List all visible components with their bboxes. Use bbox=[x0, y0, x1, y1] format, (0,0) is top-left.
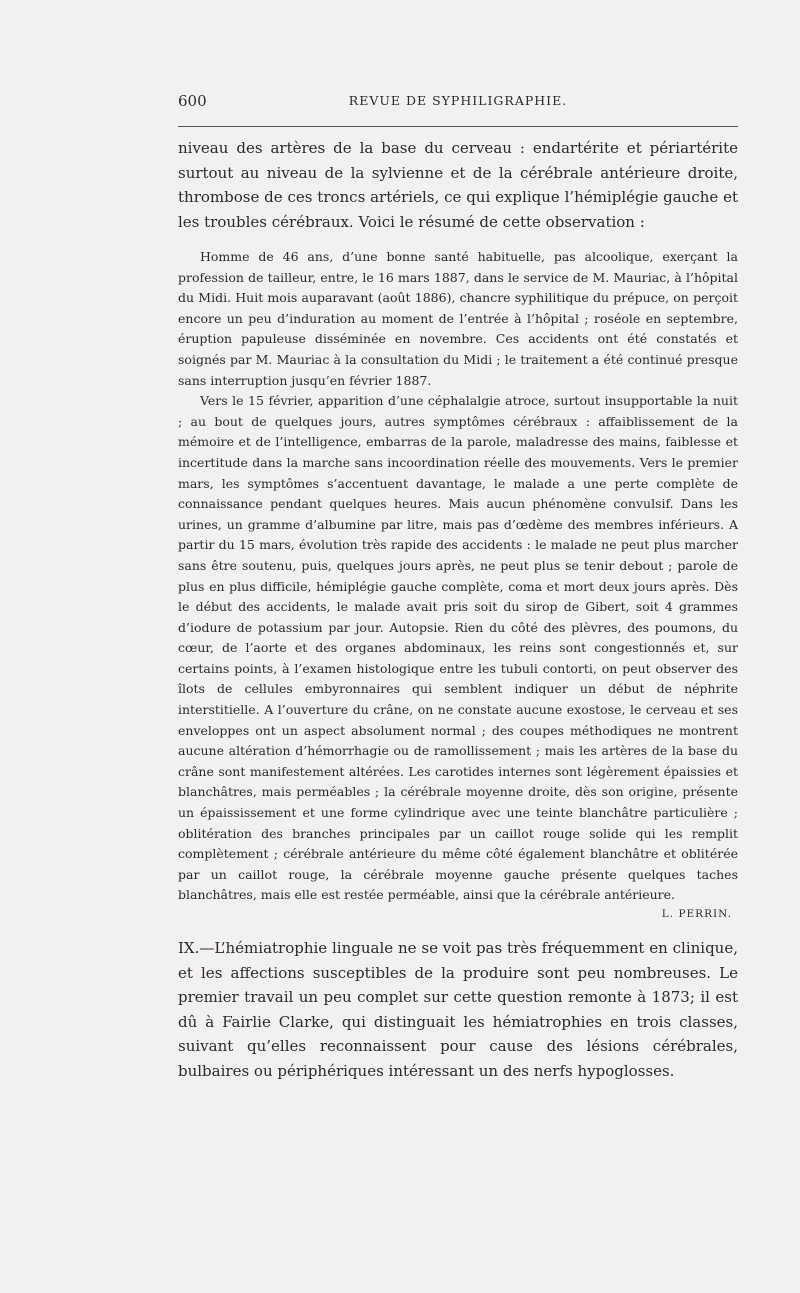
author-signature: L. PERRIN. bbox=[661, 908, 732, 920]
observation-paragraph-1: Homme de 46 ans, d’une bonne santé habituelle, pas alcoolique, exerçant la profession de tailleur, entre, le 16 mars 1887, dans le service de M. Mauriac, à l’hôpital du Midi. Huit mois auparavant (août 1886), chancre syphilitique du prépuce, on perçoit encore un peu d’induration au moment de l’entrée à l’hôpital ; roséole en septembre, éruption papuleuse disséminée en novembre. Ces accidents ont été constatés et soignés par M. Mauriac à la consultation du Midi ; le traitement a été continué presque sans interruption jusqu’en février 1887. bbox=[178, 249, 738, 388]
running-header bbox=[178, 90, 738, 114]
header-rule bbox=[178, 126, 738, 127]
section-ix-paragraph: IX.—L’hémiatrophie linguale ne se voit pas très fréquemment en clinique, et les affections susceptibles de la produire sont peu nombreuses. Le premier travail un peu complet sur cette question remonte à 1873; il est dû à Fairlie Clarke, qui distinguait les hémiatrophies en trois classes, suivant qu’elles reconnaissent pour cause des lésions cérébrales, bulbaires ou périphériques intéressant un des nerfs hypoglosses. bbox=[178, 939, 738, 1080]
journal-title: REVUE DE SYPHILIGRAPHIE. bbox=[348, 93, 568, 108]
page-number: 600 bbox=[178, 92, 207, 110]
continuation-paragraph: niveau des artères de la base du cerveau : endartérite et périartérite surtout au niveau de la sylvienne et de la cérébrale antérieure droite, thrombose de ces troncs artériels, ce qui explique l’hémiplégie gauche et les troubles cérébraux. Voici le résumé de cette observation : bbox=[178, 139, 738, 231]
observation-paragraph-2: Vers le 15 février, apparition d’une céphalalgie atroce, surtout insupportable la nuit ; au bout de quelques jours, autres symptômes cérébraux : affaiblissement de la mémoire et de l’intelligence, embarras de la parole, maladresse des mains, faiblesse et incertitude dans la marche sans incoordination réelle des mouvements. Vers le premier mars, les symptômes s’accentuent davantage, le malade a une perte complète de connaissance pendant quelques heures. Mais aucun phénomène convulsif. Dans les urines, un gramme d’albumine par litre, mais pas d’œdème des membres inférieurs. A partir du 15 mars, évolution très rapide des accidents : le malade ne peut plus marcher sans être soutenu, puis, quelques jours après, ne peut plus se tenir debout ; parole de plus en plus difficile, hémiplégie gauche complète, coma et mort deux jours après. Dès le début des accidents, le malade avait pris soit du sirop de Gibert, soit 4 grammes d’iodure de potassium par jour. Autopsie. Rien du côté des plèvres, des poumons, du cœur, de l’aorte et des organes abdominaux, les reins sont congestionnés et, sur certains points, à l’examen histologique entre les tubuli contorti, on peut observer des îlots de cellules embyronnaires qui semblent indiquer un début de néphrite interstitielle. A l’ouverture du crâne, on ne constate aucune exostose, le cerveau et ses enveloppes ont un aspect absolument normal ; des coupes méthodiques ne montrent aucune altération d’hémorrhagie ou de ramollissement ; mais les artères de la base du crâne sont manifestement altérées. Les carotides internes sont légèrement épaissies et blanchâtres, mais perméables ; la cérébrale moyenne droite, dès son origine, présente un épaississement et une forme cylindrique avec une teinte blanchâtre particulière ; oblitération des branches principales par un caillot rouge solide qui les remplit complètement ; cérébrale antérieure du même côté également blanchâtre et oblitérée par un caillot rouge, la cérébrale moyenne gauche présente quelques taches blanchâtres, mais elle est restée perméable, ainsi que la cérébrale antérieure. bbox=[178, 393, 738, 903]
page-body bbox=[178, 136, 738, 1083]
